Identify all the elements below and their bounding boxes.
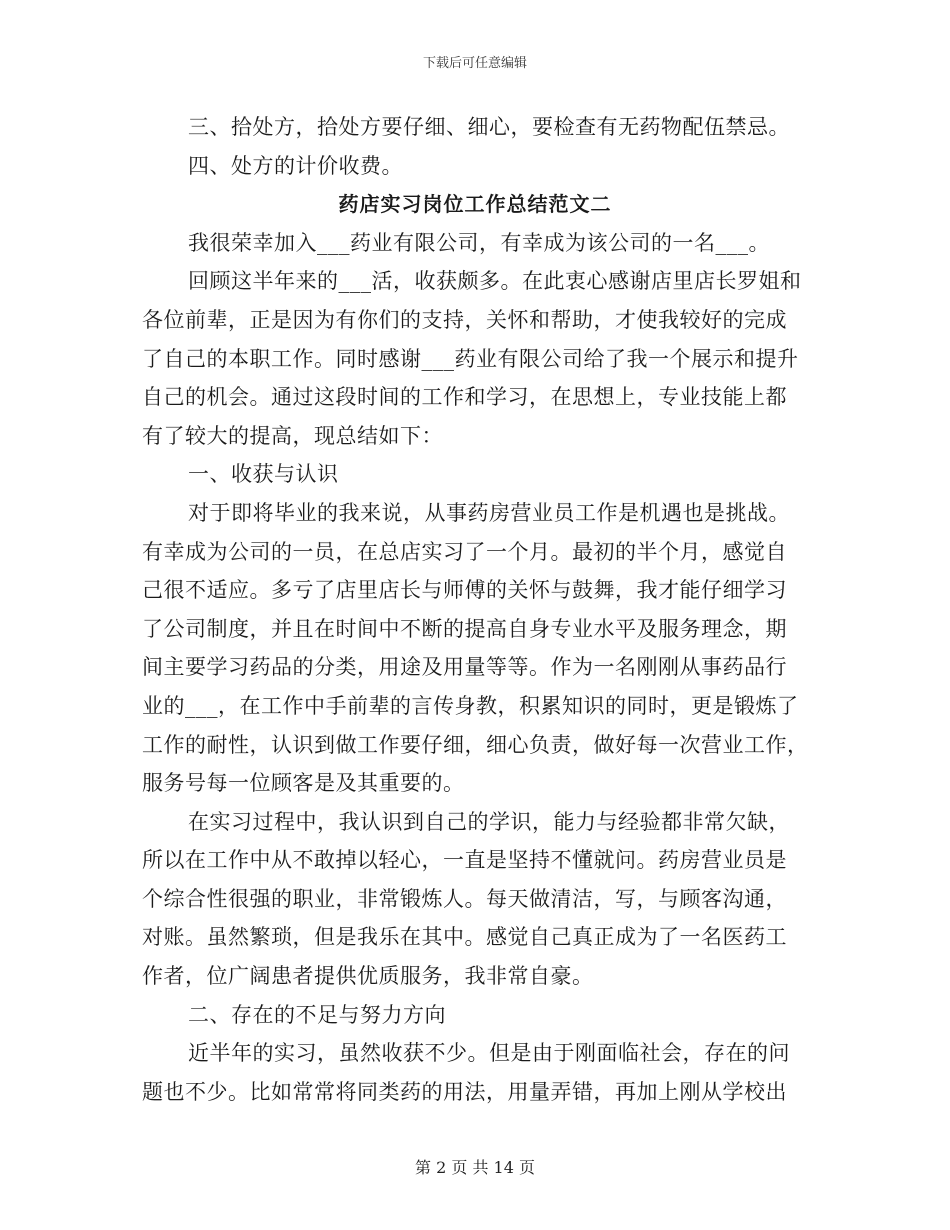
text-line: 近半年的实习，虽然收获不少。但是由于刚面临社会，存在的问 [188,1041,790,1066]
text-line: 回顾这半年来的___活，收获颇多。在此衷心感谢店里店长罗姐和 [188,269,802,294]
text-line: 业的___，在工作中手前辈的言传身教，积累知识的同时，更是锻炼了 [142,693,799,718]
text-line: 各位前辈，正是因为有你们的支持，关怀和帮助，才使我较好的完成 [142,307,787,332]
subheading: 一、收获与认识 [188,462,339,487]
text-line: 自己的机会。通过这段时间的工作和学习，在思想上，专业技能上都 [142,385,787,410]
subheading: 二、存在的不足与努力方向 [188,1002,446,1027]
text-line: 间主要学习药品的分类，用途及用量等等。作为一名刚刚从事药品行 [142,655,787,680]
text-line: 工作的耐性，认识到做工作要仔细，细心负责，做好每一次营业工作， [142,732,809,757]
text-line: 我很荣幸加入___药业有限公司，有幸成为该公司的一名___。 [188,230,770,255]
text-line: 所以在工作中从不敢掉以轻心，一直是坚持不懂就问。药房营业员是 [142,848,787,873]
text-line: 对账。虽然繁琐，但是我乐在其中。感觉自己真正成为了一名医药工 [142,925,787,950]
page-header: 下载后可任意编辑 [422,56,527,71]
text-line: 三、拾处方，拾处方要仔细、细心，要检查有无药物配伍禁忌。 [188,115,790,139]
text-line: 有幸成为公司的一员，在总店实习了一个月。最初的半个月，感觉自 [142,539,787,564]
text-line: 己很不适应。多亏了店里店长与师傅的关怀与鼓舞，我才能仔细学习 [142,578,787,603]
text-line: 作者，位广阔患者提供优质服务，我非常自豪。 [142,964,594,989]
text-line: 了公司制度，并且在时间中不断的提高自身专业水平及服务理念，期 [142,616,787,641]
section-title: 药店实习岗位工作总结范文二 [338,192,612,217]
document-body [142,108,808,1111]
text-line: 四、处方的计价收费。 [188,153,403,178]
page-footer: 第 2 页 共 14 页 [415,1158,535,1177]
text-line: 服务号每一位顾客是及其重要的。 [142,771,465,796]
text-line: 在实习过程中，我认识到自己的学识，能力与经验都非常欠缺， [188,809,790,834]
text-line: 有了较大的提高，现总结如下： [142,423,443,448]
text-line: 了自己的本职工作。同时感谢___药业有限公司给了我一个展示和提升 [142,346,799,371]
text-line: 题也不少。比如常常将同类药的用法，用量弄错，再加上刚从学校出 [142,1079,787,1104]
text-line: 对于即将毕业的我来说，从事药房营业员工作是机遇也是挑战。 [188,500,790,525]
text-line: 个综合性很强的职业，非常锻炼人。每天做清洁，写，与顾客沟通， [142,886,787,911]
